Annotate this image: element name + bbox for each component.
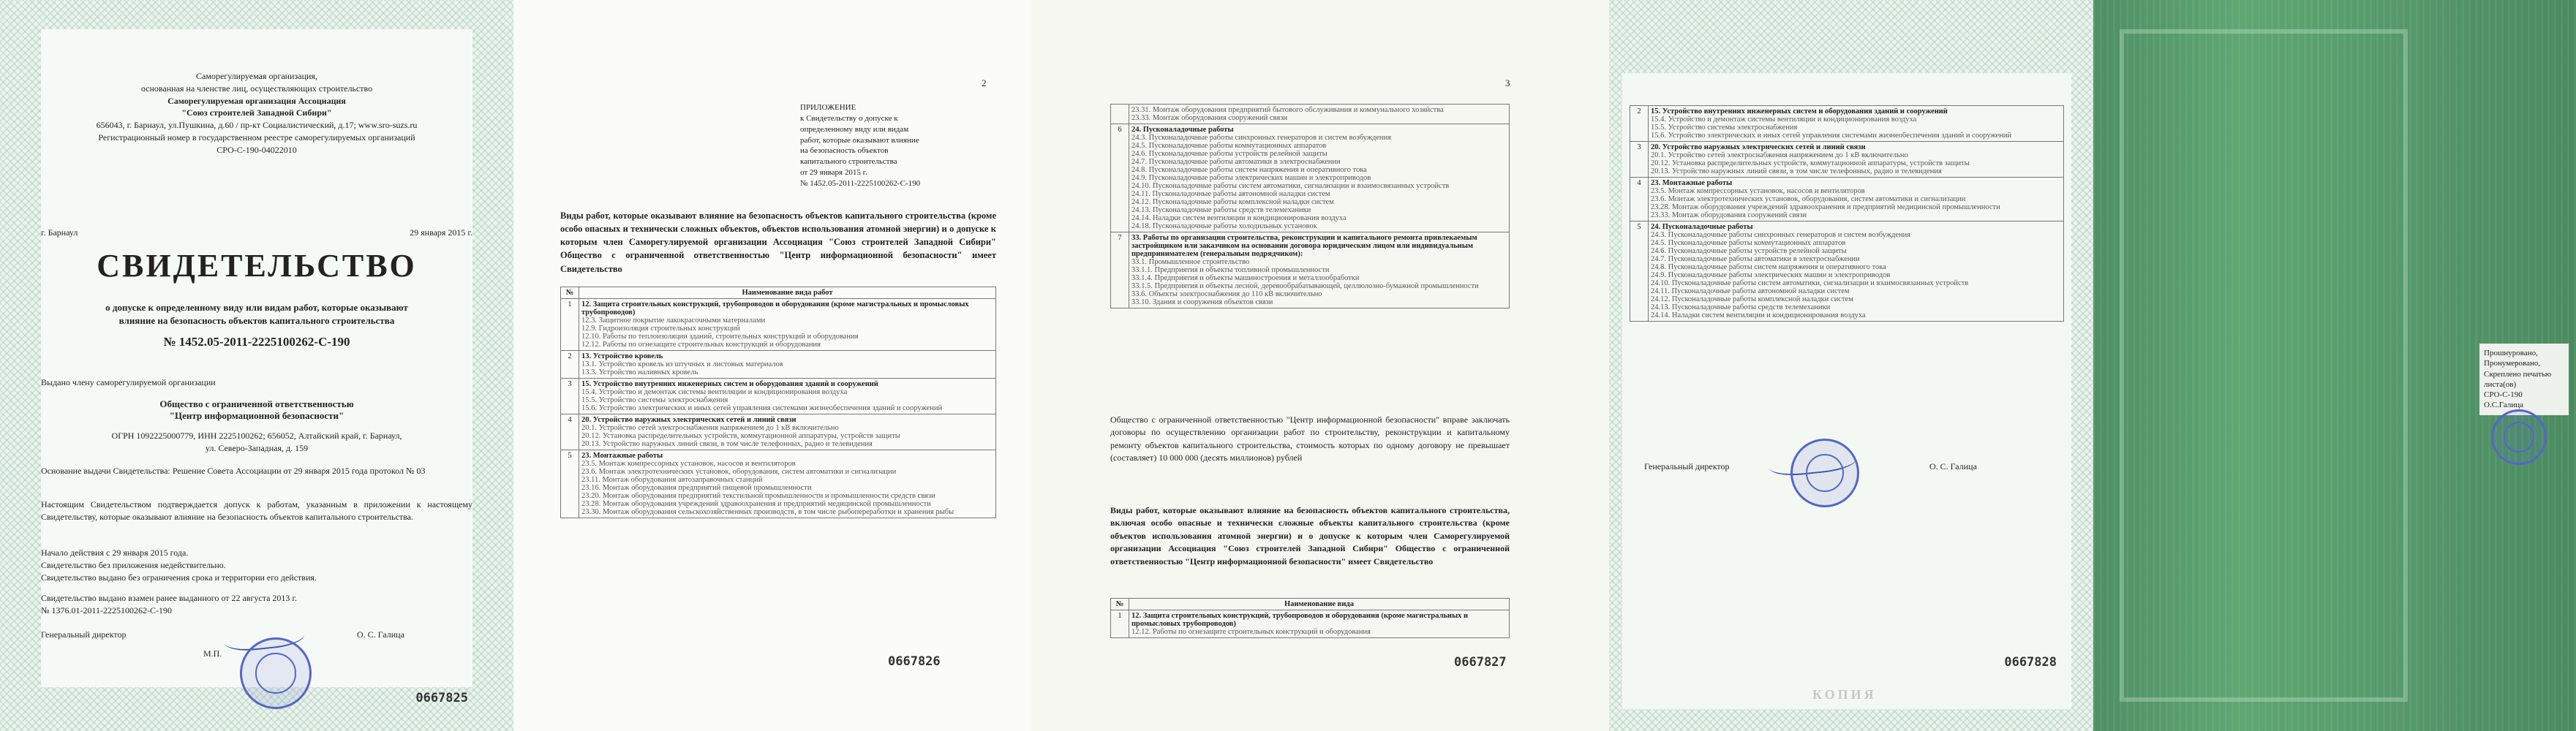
issue-date: 29 января 2015 г.	[410, 227, 472, 238]
work-item: 23.28. Монтаж оборудования учреждений здравоохранения и предприятий медицинской промышленности	[581, 500, 931, 508]
org-line: "Союз строителей Западной Сибири"	[181, 107, 332, 118]
validity	[41, 547, 317, 583]
work-item: 33.1.1. Предприятия и объекты топливной промышленности	[1131, 266, 1330, 274]
org-line: основанная на членстве лиц, осуществляющих строительство	[140, 83, 373, 94]
replaced-line: № 1376.01-2011-2225100262-С-190	[41, 605, 172, 616]
serial-number: 0667826	[888, 654, 941, 669]
column-header-number: №	[561, 287, 579, 299]
table-row	[1630, 178, 2064, 221]
appendix-line: определенному виду или видам	[800, 124, 909, 134]
table-header-row	[561, 287, 996, 299]
work-item: 24.18. Пусконаладочные работы холодильных установок	[1131, 222, 1317, 230]
mp-label: М.П.	[203, 648, 222, 659]
appendix-page-3	[1030, 0, 1609, 731]
certificate-number: № 1452.05-2011-2225100262-С-190	[163, 335, 350, 349]
column-header-name: Наименование вида работ	[579, 287, 996, 299]
appendix-line: работ, которые оказывают влияние	[800, 135, 919, 145]
city: г. Барнаул	[41, 227, 78, 238]
section-heading: 13. Устройство кровель	[581, 352, 663, 360]
confirm-text: Настоящим Свидетельством подтверждается допуск к работам, указанным в приложении к настоящему Свидетельству, которые оказывают влияние на безопасность объектов капитального строительства.	[41, 499, 472, 522]
page4-body	[1622, 73, 2071, 709]
work-item: 24.12. Пусконаладочные работы комплексной наладки систем	[1131, 198, 1334, 206]
row-number: 7	[1111, 232, 1129, 308]
org-line: Саморегулируемая организация Ассоциация	[167, 95, 346, 106]
appendix-header	[800, 102, 920, 189]
note-line: листа(ов)	[2484, 379, 2517, 389]
work-item: 23.20. Монтаж оборудования предприятий текстильной промышленности и промышленности средств связи	[581, 492, 935, 500]
table-row	[561, 379, 996, 414]
serial-number: 0667825	[415, 691, 468, 705]
subtitle	[41, 301, 472, 327]
work-item: 15.4. Устройство и демонтаж системы вентиляции и кондиционирования воздуха	[1651, 115, 1917, 124]
requisites-line: ОГРН 1092225000779, ИНН 2225100262; 656052, Алтайский край, г. Барнаул,	[111, 431, 402, 441]
row-number: 4	[561, 414, 579, 450]
work-item: 13.1. Устройство кровель из штучных и листовых материалов	[581, 360, 783, 368]
work-item: 24.11. Пусконаладочные работы автономной наладки систем	[1131, 190, 1330, 198]
appendix-page-4	[1609, 0, 2093, 731]
appendix-line: от 29 января 2015 г.	[800, 168, 867, 178]
section-heading: 12. Защита строительных конструкций, трубопроводов и оборудования (кроме магистральных и промысловых трубопроводов)	[581, 300, 969, 317]
work-item: 24.6. Пусконаладочные работы устройств релейной защиты	[1131, 150, 1327, 158]
table-row	[1111, 105, 1510, 124]
work-item: 24.10. Пусконаладочные работы систем автоматики, сигнализации и взаимосвязанных устройств	[1131, 182, 1450, 190]
director-name: О. С. Галица	[1929, 461, 1977, 471]
work-item: 24.3. Пусконаладочные работы синхронных генераторов и систем возбуждения	[1651, 231, 1911, 239]
work-item: 24.6. Пусконаладочные работы устройств релейной защиты	[1651, 247, 1847, 255]
replaced-note	[41, 592, 297, 617]
work-item: 23.16. Монтаж оборудования предприятий пищевой промышленности	[581, 484, 812, 492]
work-item: 33.10. Здания и сооружения объектов связи	[1131, 298, 1273, 306]
page-number: 2	[982, 77, 987, 88]
decorative-frame	[2120, 29, 2408, 702]
table-row	[561, 299, 996, 351]
company-line: Общество с ограниченной ответственностью	[159, 398, 354, 409]
work-item: 23.6. Монтаж электротехнических установок, оборудования, систем автоматики и сигнализации	[581, 468, 897, 476]
row-number: 1	[1111, 610, 1129, 638]
table-row	[1111, 124, 1510, 232]
validity-line: Начало действия с 29 января 2015 года.	[41, 548, 189, 558]
work-item: 20.1. Устройство сетей электроснабжения напряжением до 1 кВ включительно	[581, 424, 839, 432]
certificate-body	[41, 29, 472, 705]
section-heading: 23. Монтажные работы	[581, 452, 663, 460]
page4-table-container	[1630, 105, 2064, 322]
org-line: 656043, г. Барнаул, ул.Пушкина, д.60 / пр-кт Социалистический, д.17; www.sro-suzs.ru	[96, 120, 418, 131]
appendix-line: ПРИЛОЖЕНИЕ	[800, 103, 856, 112]
column-header-name: Наименование вида	[1129, 599, 1510, 610]
row-number: 6	[1111, 124, 1129, 232]
table-row	[1630, 106, 2064, 142]
work-item: 24.5. Пусконаладочные работы коммутационных аппаратов	[1131, 142, 1327, 150]
section-heading: 23. Монтажные работы	[1651, 179, 1733, 187]
work-item: 24.14. Наладки систем вентиляции и кондиционирования воздуха	[1651, 311, 1866, 319]
table-row	[1630, 221, 2064, 322]
subtitle-line: влияние на безопасность объектов капитального строительства	[118, 315, 395, 327]
work-item: 15.5. Устройство системы электроснабжения	[581, 396, 728, 404]
work-item: 20.12. Установка распределительных устройств, коммутационной аппаратуры, устройств защиты	[581, 432, 900, 440]
work-item: 13.3. Устройство наливных кровель	[581, 368, 698, 376]
work-item: 24.8. Пусконаладочные работы систем напряжения и оперативного тока	[1651, 263, 1886, 271]
row-number: 3	[1630, 142, 1649, 178]
work-item: 24.10. Пусконаладочные работы систем автоматики, сигнализации и взаимосвязанных устройств	[1651, 279, 1969, 287]
table-row	[561, 414, 996, 450]
validity-line: Свидетельство выдано без ограничения срока и территории его действия.	[41, 572, 317, 583]
section-heading: 20. Устройство наружных электрических сетей и линий связи	[581, 416, 796, 424]
work-item: 23.30. Монтаж оборудования сельскохозяйственных производств, в том числе рыбопереработки и хранения рыбы	[581, 508, 954, 516]
table-row	[1630, 142, 2064, 178]
note-line: Пронумеровано,	[2484, 359, 2541, 368]
work-item: 33.6. Объекты электроснабжения до 110 кВ включительно	[1131, 290, 1322, 298]
work-item: 24.13. Пусконаладочные работы средств телемеханики	[1651, 303, 1831, 311]
column-header-number: №	[1111, 599, 1129, 610]
note-line: СРО-С-190	[2484, 390, 2523, 400]
work-item: 12.12. Работы по огнезащите строительных конструкций и оборудования	[1131, 628, 1371, 636]
continued-table-container	[1110, 104, 1510, 308]
work-item: 24.8. Пусконаладочные работы систем напряжения и оперативного тока	[1131, 166, 1367, 174]
table-header-row	[1111, 599, 1510, 610]
note-line: Скреплено печатью	[2484, 369, 2552, 379]
work-item: 23.33. Монтаж оборудования сооружений связи	[1651, 211, 1807, 219]
company-name	[41, 398, 472, 422]
special-table	[1110, 598, 1510, 638]
stamp-seal	[240, 637, 312, 709]
section-heading: 33. Работы по организации строительства, реконструкции и капитального ремонта привлекаемым застройщиком или заказчиком на основании договора юридическим лицом или индивидуальным предпринимателем (генеральным подрядчиком):	[1131, 234, 1477, 258]
section-heading: 12. Защита строительных конструкций, трубопроводов и оборудования (кроме магистральных и промысловых трубопроводов)	[1131, 612, 1469, 628]
work-item: 24.7. Пусконаладочные работы автоматики в электроснабжении	[1131, 158, 1341, 166]
work-item: 33.1.4. Предприятия и объекты машиностроения и металлообработки	[1131, 274, 1360, 282]
work-item: 23.28. Монтаж оборудования учреждений здравоохранения и предприятий медицинской промышленности	[1651, 203, 2000, 211]
stamp-seal	[2491, 409, 2547, 465]
appendix-page-2	[513, 0, 1030, 731]
validity-line: Свидетельство без приложения недействительно.	[41, 559, 226, 570]
work-item: 20.12. Установка распределительных устройств, коммутационной аппаратуры, устройств защиты	[1651, 159, 1970, 167]
table-row	[561, 450, 996, 518]
director-name: О. С. Галица	[357, 629, 404, 640]
work-item: 15.5. Устройство системы электроснабжения	[1651, 124, 1798, 132]
org-header	[41, 70, 472, 156]
row-number: 3	[561, 379, 579, 414]
row-number: 5	[561, 450, 579, 518]
works-table	[560, 287, 996, 518]
page-title: СВИДЕТЕЛЬСТВО	[97, 248, 417, 284]
director-label: Генеральный директор	[41, 629, 127, 640]
page4-table	[1630, 105, 2064, 322]
org-line: СРО-С-190-04022010	[216, 144, 297, 155]
work-item: 24.13. Пусконаладочные работы средств телемеханики	[1131, 206, 1311, 214]
table-row	[561, 351, 996, 379]
work-item: 24.11. Пусконаладочные работы автономной наладки систем	[1651, 287, 1850, 295]
work-item: 33.1. Промышленное строительство	[1131, 258, 1250, 266]
table-row	[1111, 232, 1510, 308]
row-number: 1	[561, 299, 579, 351]
requisites-line: ул. Северо-Западная, д. 159	[205, 442, 309, 453]
work-item: 15.6. Устройство электрических и иных сетей управления системами жизнеобеспечения зданий и сооружений	[581, 404, 943, 412]
continued-table	[1110, 104, 1510, 308]
special-table-container	[1110, 598, 1510, 638]
section-heading: 24. Пусконаладочные работы	[1131, 126, 1234, 134]
appendix-line: к Свидетельству о допуске к	[800, 113, 898, 123]
replaced-line: Свидетельство выдано взамен ранее выданного от 22 августа 2013 г.	[41, 593, 298, 603]
stamp-seal	[1790, 439, 1859, 507]
row-number: 2	[561, 351, 579, 379]
org-line: Саморегулируемая организация,	[196, 71, 317, 81]
note-line: Прошнуровано,	[2484, 349, 2538, 357]
section-heading: 24. Пусконаладочные работы	[1651, 223, 1753, 231]
work-item: 23.31. Монтаж оборудования предприятий бытового обслуживания и коммунального хозяйства	[1131, 106, 1444, 114]
binding-note	[2479, 344, 2569, 415]
work-item: 23.6. Монтаж электротехнических установок, оборудования, систем автоматики и сигнализации	[1651, 195, 1966, 203]
row-number: 2	[1630, 106, 1649, 142]
work-item: 23.11. Монтаж оборудования автозаправочных станций	[581, 476, 763, 484]
work-item: 24.14. Наладки систем вентиляции и кондиционирования воздуха	[1131, 214, 1347, 222]
row-number: 4	[1630, 178, 1649, 221]
contract-limit-text: Общество с ограниченной ответственностью "Центр информационной безопасности" вправе заключать договоры по осуществлению организации работ по строительству, реконструкции и капитальному ремонту объектов капитального строительства, стоимость которых по одному договору не превышает (составляет) 10 000 000 (десять миллионов) рублей	[1110, 414, 1510, 463]
company-line: "Центр информационной безопасности"	[169, 410, 344, 421]
work-item: 24.12. Пусконаладочные работы комплексной наладки систем	[1651, 295, 1853, 303]
section-heading: 15. Устройство внутренних инженерных систем и оборудования зданий и сооружений	[1651, 107, 1948, 115]
page-number: 3	[1505, 77, 1510, 88]
work-item: 15.6. Устройство электрических и иных сетей управления системами жизнеобеспечения зданий и сооружений	[1651, 132, 2012, 140]
work-item: 24.7. Пусконаладочные работы автоматики в электроснабжении	[1651, 255, 1860, 263]
issued-to-label: Выдано члену саморегулируемой организации	[41, 377, 216, 387]
appendix-line: № 1452.05-2011-2225100262-С-190	[800, 178, 921, 188]
org-line: Регистрационный номер в государственном реестре саморегулируемых организаций	[98, 132, 415, 143]
work-item: 12.3. Защитное покрытие лакокрасочными материалами	[581, 317, 766, 325]
serial-number: 0667827	[1454, 655, 1507, 670]
work-item: 15.4. Устройство и демонтаж системы вентиляции и кондиционирования воздуха	[581, 388, 848, 396]
section-heading: 20. Устройство наружных электрических сетей и линий связи	[1651, 143, 1866, 151]
section-heading: 15. Устройство внутренних инженерных систем и оборудования зданий и сооружений	[581, 380, 878, 388]
work-item: 20.13. Устройство наружных линий связи, в том числе телефонных, радио и телевидения	[581, 440, 873, 448]
serial-number: 0667828	[2004, 655, 2057, 670]
note-line: О.С.Галица	[2484, 401, 2523, 410]
work-item: 23.5. Монтаж компрессорных установок, насосов и вентиляторов	[581, 460, 796, 468]
works-table-container	[560, 287, 996, 518]
work-item: 20.1. Устройство сетей электроснабжения напряжением до 1 кВ включительно	[1651, 151, 1908, 159]
work-item: 20.13. Устройство наружных линий связи, в том числе телефонных, радио и телевидения	[1651, 167, 1942, 175]
subtitle-line: о допуске к определенному виду или видам работ, которые оказывают	[105, 302, 408, 313]
director-label: Генеральный директор	[1644, 461, 1730, 471]
copy-watermark: КОПИЯ	[1812, 687, 1877, 702]
work-item: 24.9. Пусконаладочные работы электрических машин и электроприводов	[1651, 271, 1891, 279]
work-item: 24.3. Пусконаладочные работы синхронных генераторов и систем возбуждения	[1131, 134, 1392, 142]
work-item: 12.12. Работы по огнезащите строительных конструкций и оборудования	[581, 341, 821, 349]
appendix-line: на безопасность объектов	[800, 146, 889, 156]
table-row	[1111, 610, 1510, 638]
intro-text: Виды работ, которые оказывают влияние на безопасность объектов капитального строительства (кроме особо опасных и технически сложных объектов, объектов использования атомной энергии) и о допуске к которым член Саморегулируемой организации Ассоциация "Союз строителей Западной Сибири" Общество с ограниченной ответственностью "Центр информационной безопасности" имеет Свидетельство	[560, 211, 996, 274]
row-number: 5	[1630, 221, 1649, 322]
certificate-back-cover	[2093, 0, 2576, 731]
basis-text: Основание выдачи Свидетельства: Решение Совета Ассоциации от 29 января 2015 года протокол № 03	[41, 466, 426, 476]
certificate-page-1	[0, 0, 513, 731]
special-works-text: Виды работ, которые оказывают влияние на безопасность объектов капитального строительства, включая особо опасные и технически сложные объекты капитального строительства (кроме объектов использования атомной энергии) и о допуске к которым член Саморегулируемой организации Ассоциация "Союз строителей Западной Сибири" Общество с ограниченной ответственностью "Центр информационной безопасности" имеет Свидетельство	[1110, 505, 1510, 567]
requisites	[41, 430, 472, 455]
appendix-line: капитального строительства	[800, 157, 897, 167]
work-item: 24.9. Пусконаладочные работы электрических машин и электроприводов	[1131, 174, 1371, 182]
work-item: 23.5. Монтаж компрессорных установок, насосов и вентиляторов	[1651, 187, 1865, 195]
work-item: 24.5. Пусконаладочные работы коммутационных аппаратов	[1651, 239, 1846, 247]
work-item: 23.33. Монтаж оборудования сооружений связи	[1131, 114, 1288, 122]
work-item: 33.1.5. Предприятия и объекты лесной, деревообрабатывающей, целлюлозно-бумажной промышленности	[1131, 282, 1479, 290]
work-item: 12.10. Работы по теплоизоляции зданий, строительных конструкций и оборудования	[581, 333, 859, 341]
work-item: 12.9. Гидроизоляция строительных конструкций	[581, 325, 740, 333]
